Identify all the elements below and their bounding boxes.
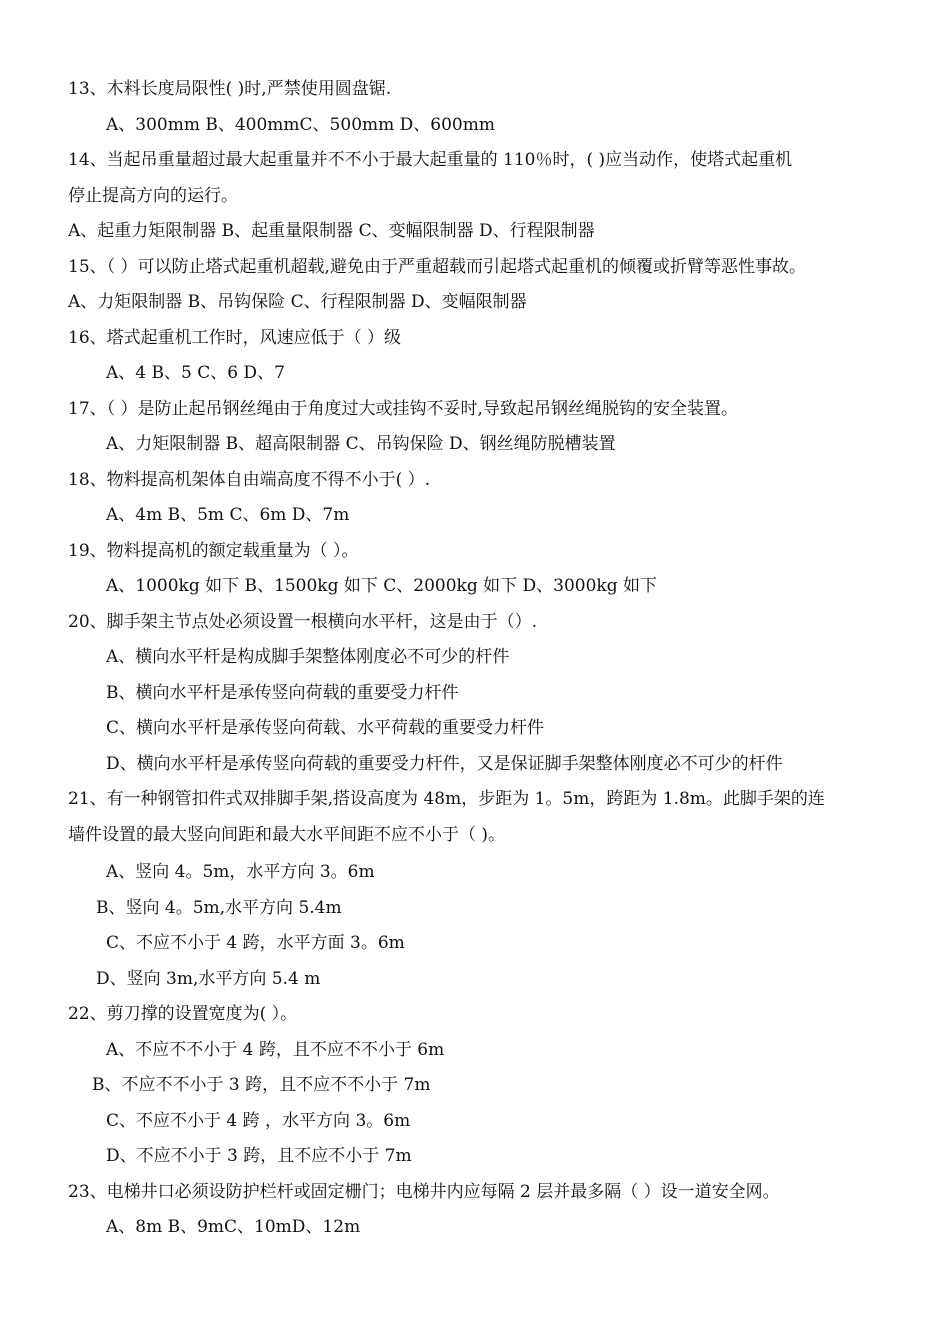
question-16-options: A、4 B、5 C、6 D、7 bbox=[106, 363, 285, 383]
question-20-option-c: C、横向水平杆是承传竖向荷载、水平荷载的重要受力杆件 bbox=[106, 718, 545, 738]
question-20-option-b: B、横向水平杆是承传竖向荷载的重要受力杆件 bbox=[106, 683, 459, 703]
question-13-options: A、300mm B、400mmC、500mm D、600mm bbox=[106, 115, 495, 135]
question-15-stem: 15、（ ）可以防止塔式起重机超载,避免由于严重超载而引起塔式起重机的倾覆或折臂等恶性事故。 bbox=[68, 257, 806, 277]
question-21-option-b: B、竖向 4。5m,水平方向 5.4m bbox=[96, 898, 342, 918]
question-16-stem: 16、塔式起重机工作时，风速应低于（ ）级 bbox=[68, 328, 402, 348]
question-15-options: A、力矩限制器 B、吊钩保险 C、行程限制器 D、变幅限制器 bbox=[68, 292, 527, 312]
question-23-stem: 23、电梯井口必须设防护栏杆或固定栅门；电梯井内应每隔 2 层并最多隔（ ）设一道安全网。 bbox=[68, 1182, 780, 1202]
question-23-options: A、8m B、9mC、10mD、12m bbox=[106, 1217, 361, 1237]
question-19-options: A、1000kg 如下 B、1500kg 如下 C、2000kg 如下 D、3000kg 如下 bbox=[106, 576, 658, 596]
question-21-option-a: A、竖向 4。5m，水平方向 3。6m bbox=[106, 862, 375, 882]
question-17-stem: 17、（ ）是防止起吊钢丝绳由于角度过大或挂钩不妥时,导致起吊钢丝绳脱钩的安全装置。 bbox=[68, 399, 738, 419]
question-14-options: A、起重力矩限制器 B、起重量限制器 C、变幅限制器 D、行程限制器 bbox=[68, 221, 595, 241]
question-22-stem: 22、剪刀撑的设置宽度为( ）。 bbox=[68, 1004, 298, 1024]
question-18-stem: 18、物料提高机架体自由端高度不得不小于( ）. bbox=[68, 470, 431, 490]
question-21-stem: 21、有一种钢管扣件式双排脚手架,搭设高度为 48m，步距为 1。5m，跨距为 1.8m。此脚手架的连 bbox=[68, 789, 825, 809]
question-14-stem: 14、当起吊重量超过最大起重量并不不小于最大起重量的 110％时，( )应当动作，使塔式起重机 bbox=[68, 150, 793, 170]
question-14-stem-cont: 停止提高方向的运行。 bbox=[68, 186, 238, 206]
question-20-stem: 20、脚手架主节点处必须设置一根横向水平杆，这是由于（）. bbox=[68, 612, 538, 632]
question-21-option-c: C、不应不小于 4 跨，水平方面 3。6m bbox=[106, 933, 405, 953]
question-22-option-a: A、不应不不小于 4 跨，且不应不不小于 6m bbox=[106, 1040, 445, 1060]
question-22-option-c: C、不应不小于 4 跨 ，水平方向 3。6m bbox=[106, 1111, 411, 1131]
question-19-stem: 19、物料提高机的额定载重量为（ ）。 bbox=[68, 541, 359, 561]
question-13-stem: 13、木料长度局限性( )时,严禁使用圆盘锯. bbox=[68, 79, 392, 99]
question-17-options: A、力矩限制器 B、超高限制器 C、吊钩保险 D、钢丝绳防脱槽装置 bbox=[106, 434, 616, 454]
question-20-option-d: D、横向水平杆是承传竖向荷载的重要受力杆件，又是保证脚手架整体刚度必不可少的杆件 bbox=[106, 754, 783, 774]
question-22-option-b: B、不应不不小于 3 跨，且不应不不小于 7m bbox=[92, 1075, 431, 1095]
question-21-option-d: D、竖向 3m,水平方向 5.4 m bbox=[96, 969, 321, 989]
question-22-option-d: D、不应不小于 3 跨，且不应不小于 7m bbox=[106, 1146, 412, 1166]
question-21-stem-cont: 墙件设置的最大竖向间距和最大水平间距不应不小于（ )。 bbox=[68, 825, 506, 845]
question-20-option-a: A、横向水平杆是构成脚手架整体刚度必不可少的杆件 bbox=[106, 647, 510, 667]
question-18-options: A、4m B、5m C、6m D、7m bbox=[106, 505, 350, 525]
